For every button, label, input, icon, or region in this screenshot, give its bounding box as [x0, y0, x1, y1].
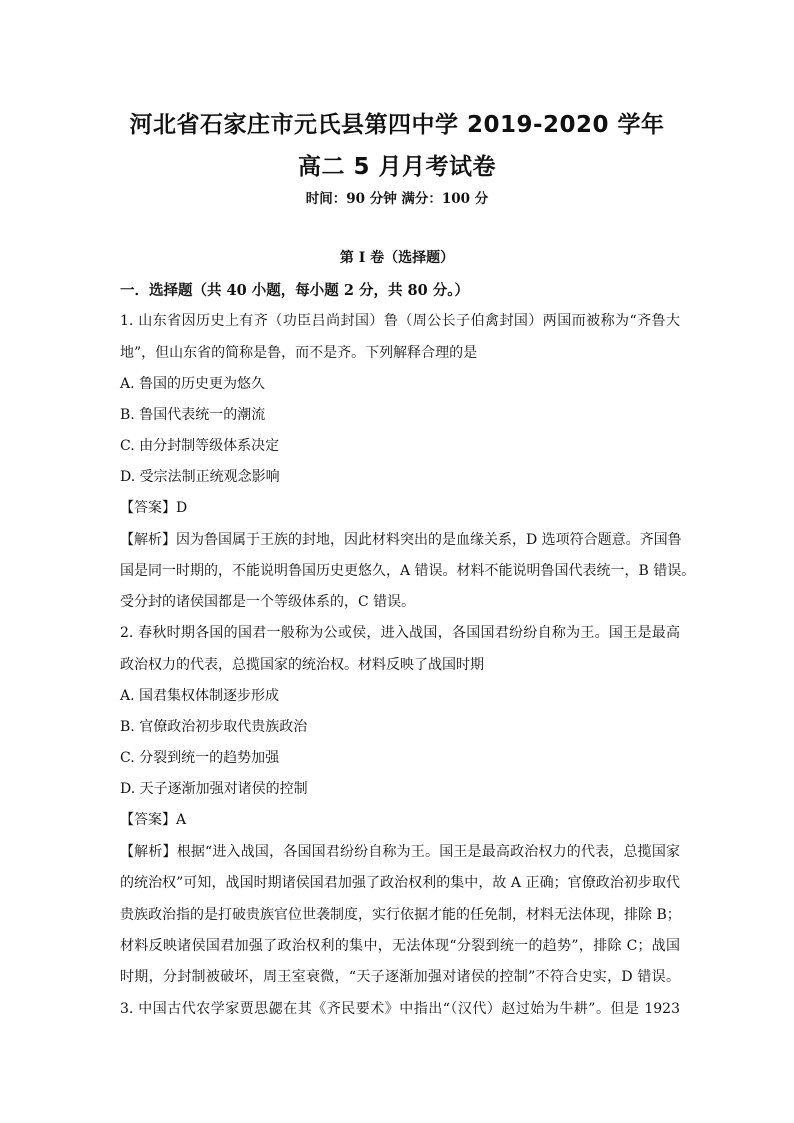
exam-title-line1: 河北省石家庄市元氏县第四中学 2019-2020 学年 — [129, 112, 665, 138]
question-1-option-a: A. 鲁国的历史更为悠久 — [120, 376, 266, 392]
question-1-option-d: D. 受宗法制正统观念影响 — [120, 469, 280, 485]
question-2-option-b: B. 官僚政治初步取代贵族政治 — [120, 719, 308, 735]
question-1-option-c: C. 由分封制等级体系决定 — [120, 438, 280, 454]
question-2-answer: 【答案】A — [120, 812, 187, 828]
question-1-analysis-line2: 国是同一时期的，不能说明鲁国历史更悠久，A 错误。材料不能说明鲁国代表统一，B 错误。 — [120, 563, 696, 579]
question-1-answer: 【答案】D — [120, 500, 188, 516]
exam-title-line2: 高二 5 月月考试卷 — [297, 154, 497, 180]
question-1-option-b: B. 鲁国代表统一的潮流 — [120, 407, 266, 423]
exam-time-score: 时间：90 分钟 满分：100 分 — [305, 191, 489, 207]
question-2-analysis-line3: 贵族政治指的是打破贵族官位世袭制度，实行依据才能的任免制，材料无法体现，排除 B； — [120, 907, 681, 923]
question-2-analysis-line1: 【解析】根据“进入战国，各国国君纷纷自称为王。国王是最高政治权力的代表，总揽国家 — [120, 844, 680, 860]
question-1-analysis-line3: 受分封的诸侯国都是一个等级体系的，C 错误。 — [120, 594, 416, 610]
question-2-option-c: C. 分裂到统一的趋势加强 — [120, 750, 280, 766]
question-1-analysis-line1: 【解析】因为鲁国属于王族的封地，因此材料突出的是血缘关系，D 选项符合题意。齐国鲁 — [120, 532, 682, 548]
question-3-stem-line1: 3. 中国古代农学家贾思勰在其《齐民要术》中指出“（汉代）赵过始为牛耕”。但是 1923 — [120, 1001, 680, 1017]
question-2-option-d: D. 天子逐渐加强对诸侯的控制 — [120, 781, 308, 797]
section-heading: 一．选择题（共 40 小题，每小题 2 分，共 80 分。） — [120, 282, 469, 299]
question-2-stem-line1: 2. 春秋时期各国的国君一般称为公或侯，进入战国，各国国君纷纷自称为王。国王是最高 — [120, 625, 680, 641]
question-2-option-a: A. 国君集权体制逐步形成 — [120, 688, 280, 704]
question-2-stem-line2: 政治权力的代表，总揽国家的统治权。材料反映了战国时期 — [120, 657, 484, 673]
question-2-analysis-line4: 材料反映诸侯国君加强了政治权利的集中，无法体现“分裂到统一的趋势”，排除 C；战国 — [120, 938, 680, 954]
question-2-analysis-line2: 的统治权”可知，战国时期诸侯国君加强了政治权利的集中，故 A 正确；官僚政治初步取代 — [120, 875, 680, 891]
question-2-analysis-line5: 时期，分封制被破坏，周王室衰微，“天子逐渐加强对诸侯的控制”不符合史实，D 错误。 — [120, 969, 680, 985]
question-1-stem-line2: 地”，但山东省的简称是鲁，而不是齐。下列解释合理的是 — [120, 345, 478, 361]
question-1-stem-line1: 1. 山东省因历史上有齐（功臣吕尚封国）鲁（周公长子伯禽封国）两国而被称为“齐鲁大 — [120, 313, 680, 329]
section-label: 第 I 卷（选择题） — [339, 250, 455, 266]
